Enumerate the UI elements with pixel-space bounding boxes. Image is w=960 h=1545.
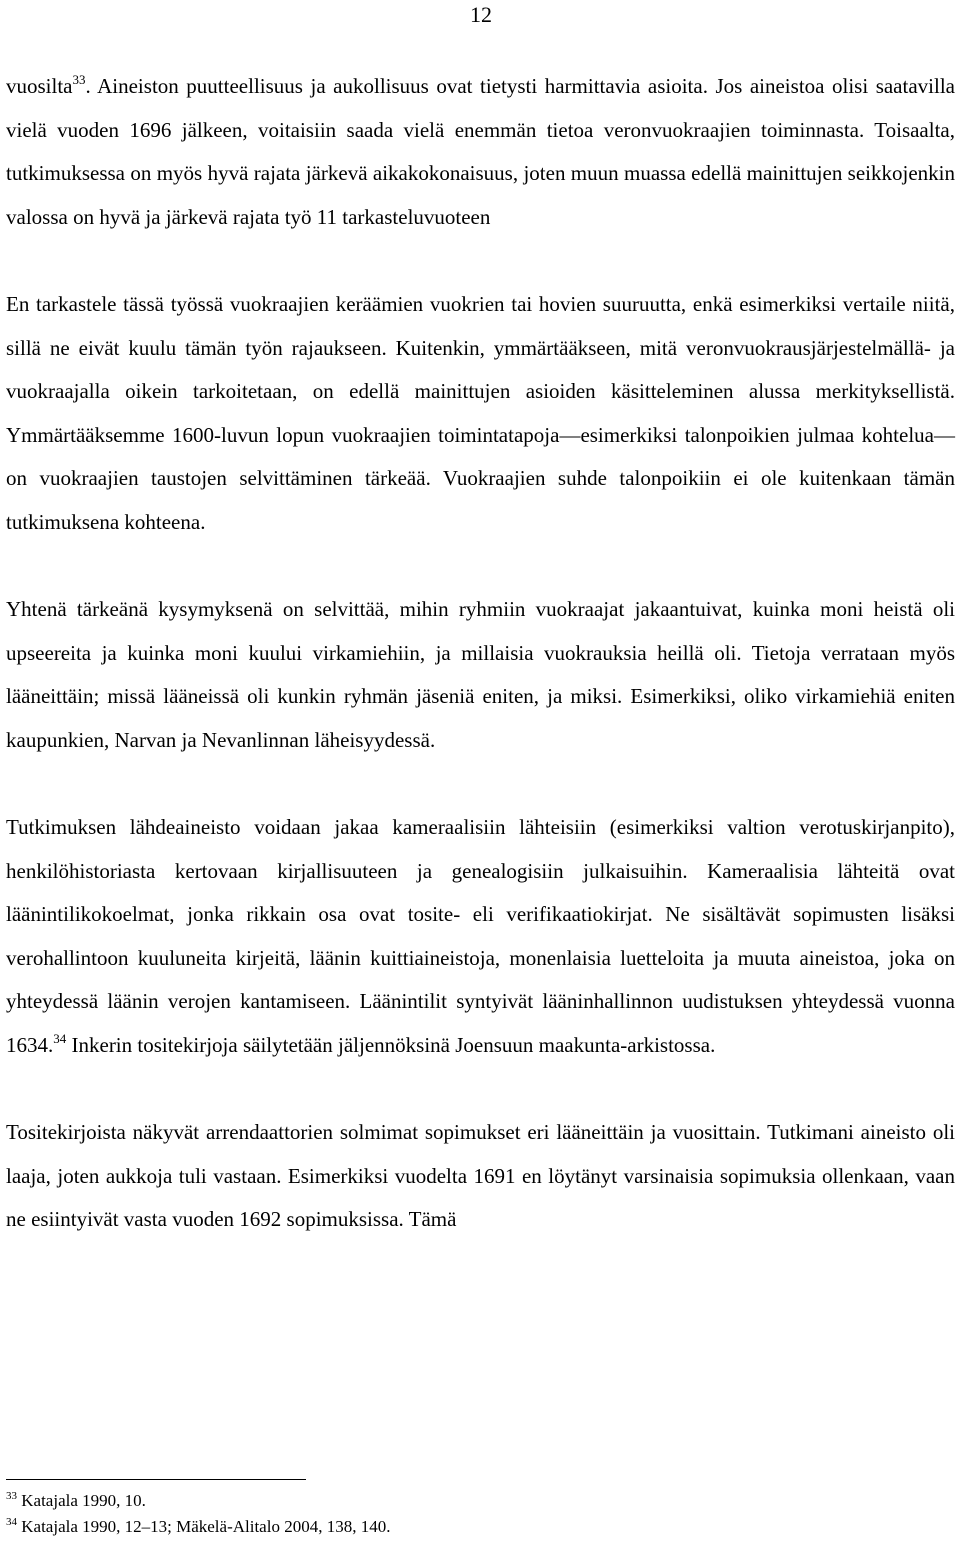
- footnotes: [6, 1488, 955, 1540]
- paragraph-gap: [6, 239, 955, 283]
- paragraph-3: Yhtenä tärkeänä kysymyksenä on selvittää, mihin ryhmiin vuokraajat jakaantuivat, kuinka moni heistä oli upseereita ja kuinka moni kuului virkamiehiin, ja millaisia vuokrauksia heillä oli. Tietoja verrataan myös lääneittäin; missä lääneissä oli kunkin ryhmän jäseniä eniten, ja miksi. Esimerkiksi, oliko virkamiehiä eniten kaupunkien, Narvan ja Nevanlinnan läheisyydessä.: [6, 597, 955, 752]
- footnote-33: [6, 1488, 955, 1514]
- footnote-ref-33[interactable]: 33: [72, 72, 86, 87]
- paragraph-1: [6, 65, 955, 239]
- footnote-text: Katajala 1990, 10.: [17, 1491, 146, 1510]
- footnote-number: 34: [6, 1516, 17, 1528]
- footnote-34: [6, 1514, 955, 1540]
- page-number: 12: [470, 2, 492, 27]
- paragraph-1-rest: . Aineiston puutteellisuus ja aukollisuus ovat tietysti harmittavia asioita. Jos aineistoa olisi saatavilla vielä vuoden 1696 jälkeen, voitaisiin saada vielä enemmän tietoa veronvuokraajien toiminnasta. Toisaalta, tutkimuksessa on myös hyvä rajata järkevä aikakokonaisuus, joten muun muassa edellä mainittujen seikkojenkin valossa on hyvä ja järkevä rajata työ 11 tarkasteluvuoteen: [6, 74, 955, 229]
- paragraph-gap: [6, 1068, 955, 1112]
- footnote-text: Katajala 1990, 12–13; Mäkelä-Alitalo 2004, 138, 140.: [17, 1517, 391, 1536]
- body-text: [6, 65, 955, 1242]
- paragraph-4-rest: Inkerin tositekirjoja säilytetään jäljennöksinä Joensuun maakunta-arkistossa.: [66, 1033, 716, 1058]
- footnote-separator: [6, 1479, 306, 1480]
- footnote-ref-34[interactable]: 34: [53, 1031, 67, 1047]
- paragraph-2: En tarkastele tässä työssä vuokraajien keräämien vuokrien tai hovien suuruutta, enkä esimerkiksi vertaile niitä, sillä ne eivät kuulu tämän työn rajaukseen. Kuitenkin, ymmärtääkseen, mitä veronvuokrausjärjestelmällä- ja vuokraajalla oikein tarkoitetaan, on edellä mainittujen asioiden käsitteleminen alussa merkityksellistä. Ymmärtääksemme 1600-luvun lopun vuokraajien toimintatapoja—esimerkiksi talonpoikien julmaa kohtelua—on vuokraajien taustojen selvittäminen tärkeää. Vuokraajien suhde talonpoikiin ei ole kuitenkaan tämän tutkimuksena kohteena.: [6, 291, 955, 534]
- paragraph-5: Tositekirjoista näkyvät arrendaattorien solmimat sopimukset eri lääneittäin ja vuosittain. Tutkimani aineisto oli laaja, joten aukkoja tuli vastaan. Esimerkiksi vuodelta 1691 en löytänyt varsinaisia sopimuksia ollenkaan, vaan ne esiintyivät vasta vuoden 1692 sopimuksissa. Tämä: [6, 1120, 955, 1232]
- paragraph-gap: [6, 545, 955, 589]
- paragraph-1-start: vuosilta: [6, 74, 73, 98]
- paragraph-4: [6, 806, 955, 1068]
- footnote-number: 33: [6, 1490, 17, 1502]
- paragraph-gap: [6, 763, 955, 807]
- paragraph-4-start: Tutkimuksen lähdeaineisto voidaan jakaa kameraalisiin lähteisiin (esimerkiksi valtion verotuskirjanpito), henkilöhistoriasta kertovaan kirjallisuuteen ja genealogisiin julkaisuihin. Kameraalisia lähteitä ovat läänintilikokoelmat, jonka rikkain osa ovat tosite- eli verifikaatiokirjat. Ne sisältävät sopimusten lisäksi verohallintoon kuuluneita kirjeitä, läänin kuittiaineistoja, monenlaisia luetteloita ja muuta aineistoa, joka on yhteydessä läänin verojen kantamiseen. Läänintilit syntyivät lääninhallinnon uudistuksen yhteydessä vuonna 1634.: [6, 815, 955, 1058]
